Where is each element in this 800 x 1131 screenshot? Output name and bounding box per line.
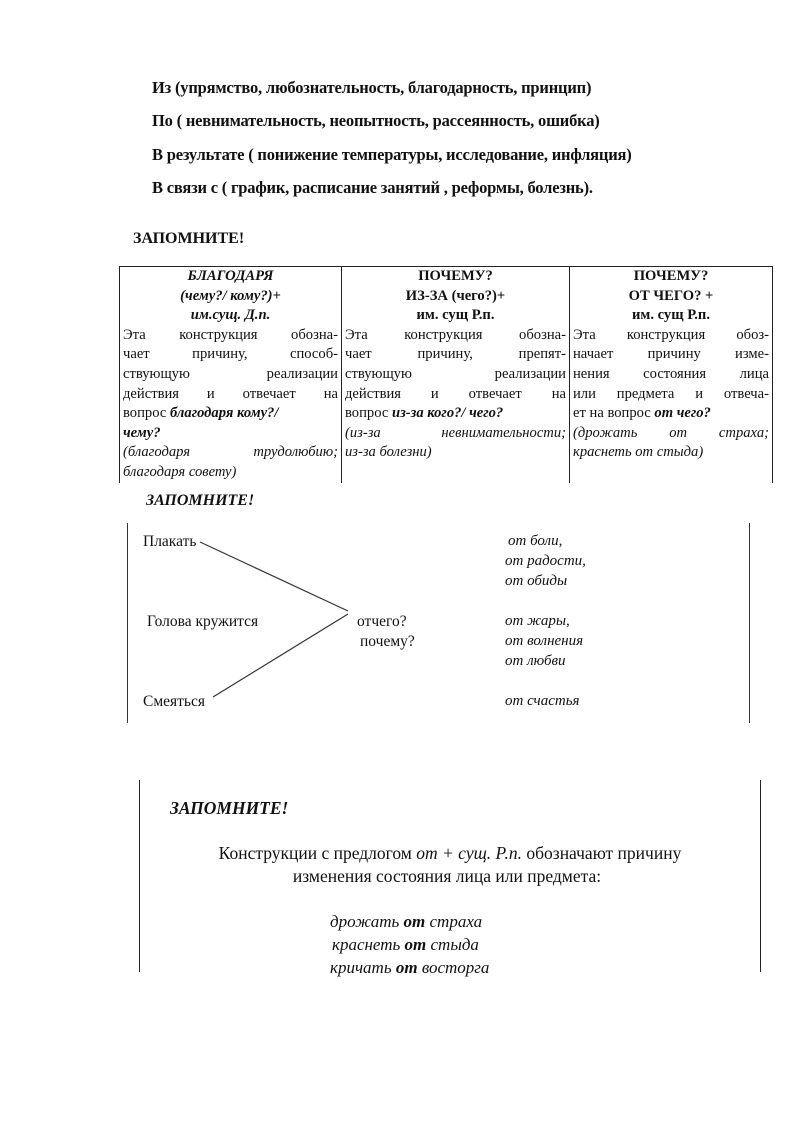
col-question: ОТ ЧЕГО? + bbox=[628, 287, 714, 304]
col-desc-line: Эта конструкция обоз- bbox=[573, 326, 769, 343]
example-noun: страха bbox=[425, 912, 483, 931]
rule-text: Конструкции с предлогом bbox=[218, 843, 417, 863]
col-title: ПОЧЕМУ? bbox=[418, 268, 493, 284]
rule-line-2: изменения состояния лица или предмета: bbox=[292, 866, 602, 886]
col-desc-line: действия и отвечает на bbox=[123, 385, 338, 402]
col-example-1: (благодаря трудолюбию; bbox=[123, 444, 338, 461]
col-desc-line: Эта конструкция обозна- bbox=[123, 326, 338, 343]
example-item bbox=[332, 935, 479, 955]
verb-golova-kruzhitsya: Голова кружится bbox=[147, 613, 259, 630]
prep-line-po: По ( невнимательность, неопытность, рассеянность, ошибка) bbox=[152, 111, 600, 130]
prep-line-v-svyazi: В связи с ( график, расписание занятий , реформы, болезнь). bbox=[152, 178, 593, 197]
col-desc-line: Эта конструкция обозна- bbox=[345, 326, 566, 343]
prep-line-iz: Из (упрямство, любознательность, благодарность, принцип) bbox=[152, 78, 592, 97]
answer-item: от волнения bbox=[505, 633, 584, 649]
q-bold: благодаря кому?/ bbox=[169, 405, 279, 422]
remember-heading-2: ЗАПОМНИТЕ! bbox=[146, 492, 255, 509]
example-item bbox=[330, 912, 482, 932]
q-prefix: вопрос bbox=[345, 405, 392, 422]
col-case: им. сущ Р.п. bbox=[632, 307, 710, 324]
rule-formula: от + сущ. Р.п. bbox=[416, 843, 522, 863]
col-desc-line: действия и отвечает на bbox=[345, 385, 566, 402]
rule-box bbox=[139, 780, 761, 977]
example-verb: дрожать bbox=[330, 912, 404, 931]
col-example-2: из-за болезни) bbox=[345, 444, 432, 461]
answer-item: от жары, bbox=[505, 613, 570, 629]
example-verb: кричать bbox=[330, 958, 396, 977]
verb-plakat: Плакать bbox=[143, 533, 197, 550]
example-item bbox=[330, 958, 489, 978]
q-bold: от чего? bbox=[654, 405, 711, 422]
col-question: ИЗ-ЗА (чего?)+ bbox=[405, 287, 506, 304]
question-otchego: отчего? bbox=[357, 613, 407, 630]
col-question-line-2: чему? bbox=[123, 424, 161, 441]
example-prep: от bbox=[395, 958, 418, 977]
arrow-line-top bbox=[200, 542, 348, 611]
rule-line-1 bbox=[140, 843, 760, 864]
remember-heading-1: ЗАПОМНИТЕ! bbox=[133, 230, 245, 247]
answer-item: от счастья bbox=[505, 693, 580, 709]
example-noun: стыда bbox=[426, 935, 479, 954]
col-example-2: благодаря совету) bbox=[123, 463, 237, 480]
col-desc-line: чает причину, способ- bbox=[123, 346, 338, 363]
col-example-1: (дрожать от страха; bbox=[573, 424, 769, 441]
example-prep: от bbox=[404, 935, 427, 954]
col-case: им. сущ Р.п. bbox=[416, 307, 495, 324]
answer-item: от любви bbox=[505, 653, 566, 669]
col-title: ПОЧЕМУ? bbox=[633, 268, 709, 284]
answer-item: от радости, bbox=[505, 553, 586, 569]
question-pochemu: почему? bbox=[360, 633, 415, 650]
col-desc-line: начает причину изме- bbox=[573, 346, 769, 363]
verb-smeyatsya: Смеяться bbox=[143, 693, 206, 710]
example-prep: от bbox=[403, 912, 426, 931]
col-example-1: (из-за невнимательности; bbox=[345, 424, 566, 441]
col-desc-line: чает причину, препят- bbox=[345, 346, 566, 363]
col-desc-line: нения состояния лица bbox=[573, 365, 769, 382]
col-question: (чему?/ кому?)+ bbox=[180, 287, 281, 304]
col-example-2: краснеть от стыда) bbox=[573, 444, 704, 461]
col-desc-line: или предмета и отвеча- bbox=[573, 385, 769, 402]
q-prefix: вопрос bbox=[123, 405, 170, 422]
remember-heading-3: ЗАПОМНИТЕ! bbox=[170, 798, 289, 818]
q-prefix: ет на вопрос bbox=[573, 405, 655, 422]
col-title: БЛАГОДАРЯ bbox=[187, 268, 274, 284]
example-noun: восторга bbox=[417, 958, 490, 977]
prep-line-v-rezultate: В результате ( понижение температуры, исследование, инфляция) bbox=[152, 145, 632, 164]
rule-text: обозначают причину bbox=[522, 843, 682, 863]
answer-item: от обиды bbox=[505, 573, 568, 589]
example-verb: краснеть bbox=[332, 935, 405, 954]
col-case: им.сущ. Д.п. bbox=[190, 307, 271, 324]
col-desc-line: ствующую реализации bbox=[345, 365, 566, 382]
col-desc-line: ствующую реализации bbox=[123, 365, 338, 382]
answer-item: от боли, bbox=[508, 533, 563, 549]
q-bold: из-за кого?/ чего? bbox=[391, 405, 504, 422]
